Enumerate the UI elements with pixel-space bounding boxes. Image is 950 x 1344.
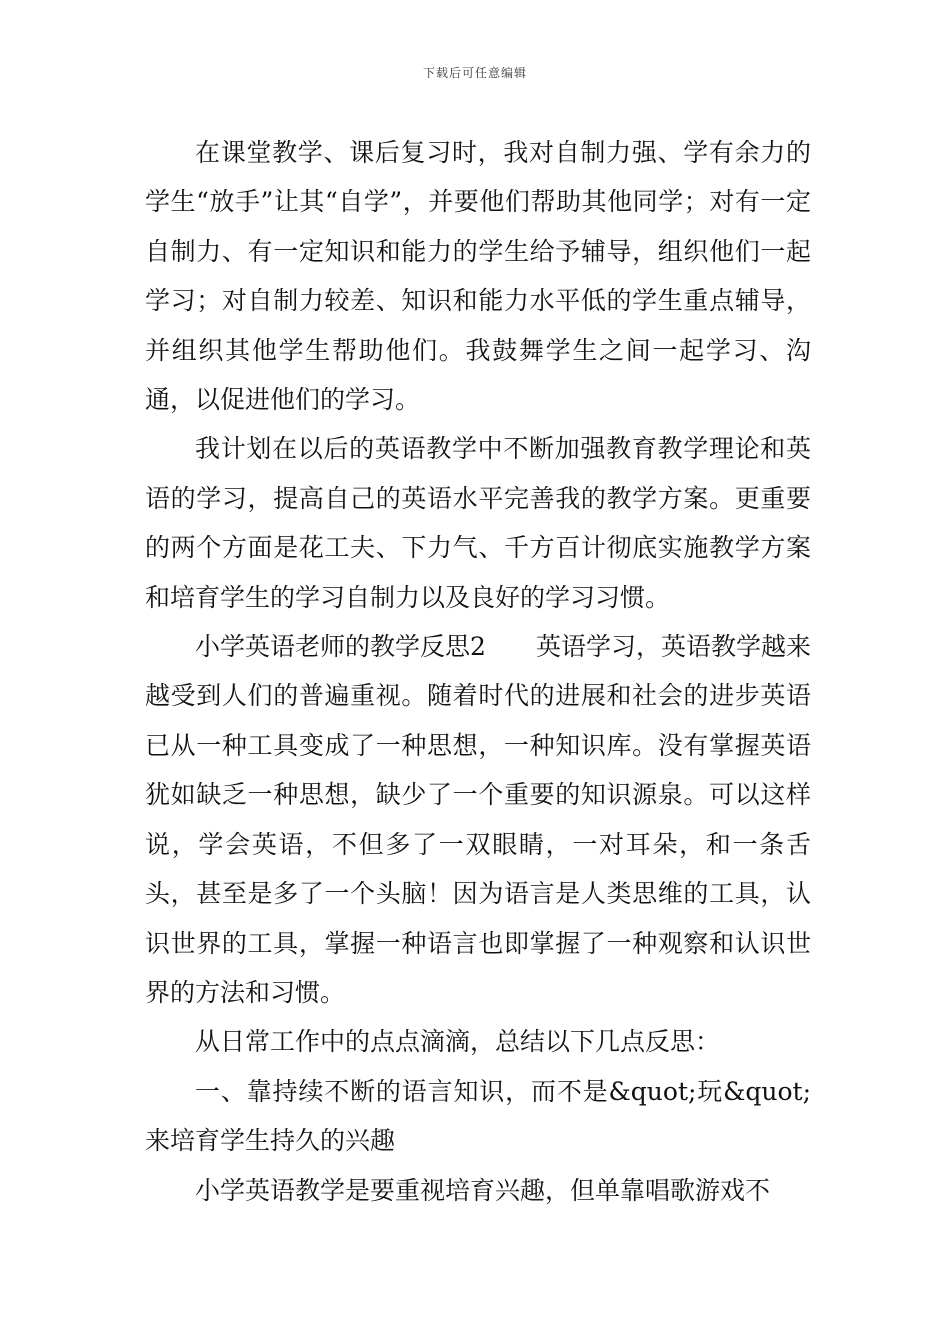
paragraph-6: 小学英语教学是要重视培育兴趣，但单靠唱歌游戏不: [195, 1175, 771, 1205]
paragraph-3: 小学英语老师的教学反思2 英语学习，英语教学越来越受到人们的普遍重视。随着时代的进展和社会的进步英语已从一种工具变成了一种思想，一种知识库。没有掌握英语犹如缺乏一种思想，缺少了一个重要的知识源泉。可以这样说，学会英语，不但多了一双眼睛，一对耳朵，和一条舌头，甚至是多了一个头脑！因为语言是人类思维的工具，认识世界的工具，掌握一种语言也即掌握了一种观察和认识世界的方法和习惯。: [145, 632, 811, 1007]
page-header: 下载后可任意编辑: [422, 66, 527, 80]
paragraph-1: 在课堂教学、课后复习时，我对自制力强、学有余力的学生“放手”让其“自学”，并要他们帮助其他同学；对有一定自制力、有一定知识和能力的学生给予辅导，组织他们一起学习；对自制力较差、知识和能力水平低的学生重点辅导，并组织其他学生帮助他们。我鼓舞学生之间一起学习、沟通，以促进他们的学习。: [145, 138, 811, 415]
document-body: [145, 128, 811, 1215]
paragraph-4: 从日常工作中的点点滴滴，总结以下几点反思：: [195, 1027, 721, 1057]
paragraph-2: 我计划在以后的英语教学中不断加强教育教学理论和英语的学习，提高自己的英语水平完善我的教学方案。更重要的两个方面是花工夫、下力气、千方百计彻底实施教学方案和培育学生的学习自制力以及良好的学习习惯。: [145, 434, 811, 612]
paragraph-5: 一、靠持续不断的语言知识，而不是&quot;玩&quot;来培育学生持久的兴趣: [145, 1076, 811, 1156]
